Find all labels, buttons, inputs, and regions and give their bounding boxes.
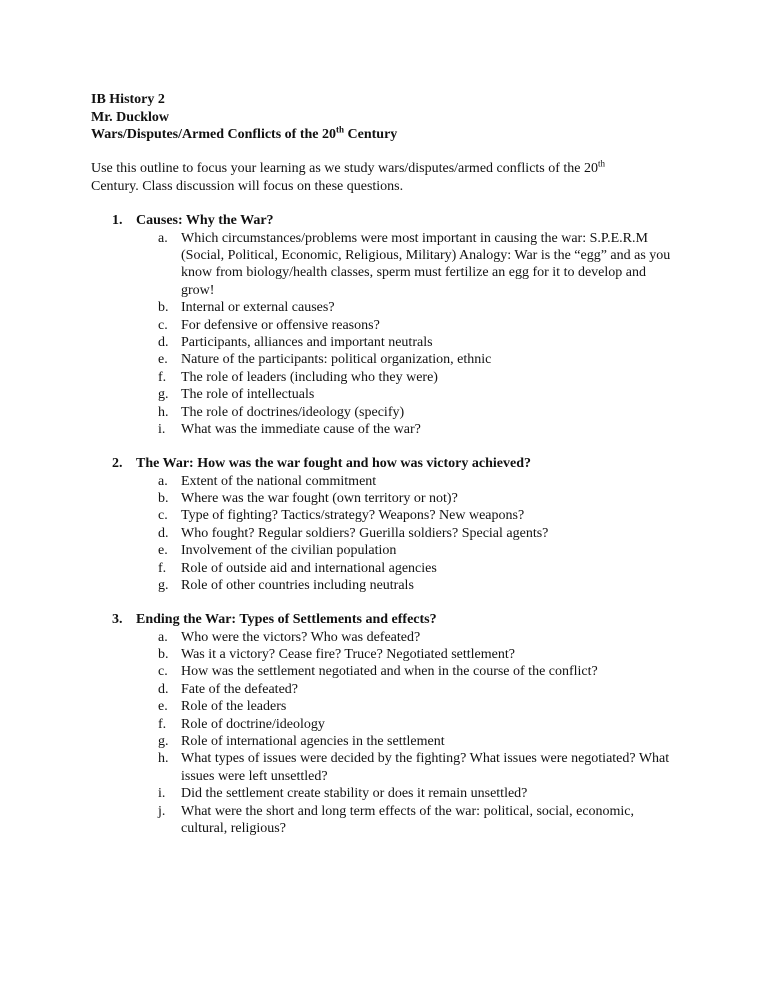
list-item — [0, 663, 768, 680]
list-item-letter: c. — [158, 664, 168, 680]
list-item-text: Who fought? Regular soldiers? Guerilla soldiers? Special agents? — [181, 525, 549, 541]
list-item-letter: e. — [158, 543, 168, 559]
list-item — [0, 386, 768, 403]
list-item-text: The role of leaders (including who they were) — [181, 369, 438, 385]
list-item-text: What types of issues were decided by the fighting? What issues were negotiated? What issues were left unsettled? — [181, 751, 670, 784]
list-item-letter: f. — [158, 560, 167, 576]
list-item-text: The role of intellectuals — [181, 387, 315, 403]
section-number: 3. — [112, 612, 123, 627]
list-item-text: Did the settlement create stability or does it remain unsettled? — [181, 786, 528, 802]
list-item-letter: d. — [158, 681, 169, 697]
list-item — [0, 646, 768, 663]
list-item-text: Role of international agencies in the settlement — [181, 733, 445, 749]
section-items — [0, 230, 768, 439]
list-item-text: What were the short and long term effects of the war: political, social, economic, cultural, religious? — [181, 803, 635, 836]
section-items — [0, 473, 768, 595]
intro-suffix: Century. Class discussion will focus on these questions. — [91, 178, 404, 194]
section-title: Causes: Why the War? — [136, 213, 274, 228]
list-item — [0, 803, 768, 838]
list-item — [0, 629, 768, 646]
list-item-text: For defensive or offensive reasons? — [181, 317, 380, 333]
list-item — [0, 334, 768, 351]
list-item-letter: e. — [158, 699, 168, 715]
list-item-letter: i. — [158, 786, 166, 802]
section-title: Ending the War: Types of Settlements and effects? — [136, 612, 437, 627]
list-item-letter: g. — [158, 387, 169, 403]
list-item-letter: c. — [158, 317, 168, 333]
list-item-letter: g. — [158, 733, 169, 749]
intro-text: Use this outline to focus your learning as we study wars/disputes/armed conflicts of the 20 — [91, 161, 599, 176]
list-item-text: Participants, alliances and important neutrals — [181, 334, 433, 350]
list-item-letter: f. — [158, 369, 167, 385]
list-item-text: Extent of the national commitment — [181, 473, 377, 489]
list-item-letter: j. — [158, 803, 166, 819]
list-item-letter: a. — [158, 629, 168, 645]
section-number: 1. — [112, 213, 123, 228]
list-item-letter: g. — [158, 577, 169, 593]
section-number: 2. — [112, 456, 123, 471]
list-item — [0, 785, 768, 802]
list-item-letter: d. — [158, 525, 169, 541]
list-item-text: Role of other countries including neutrals — [181, 577, 414, 593]
list-item-letter: b. — [158, 490, 169, 506]
list-item — [0, 351, 768, 368]
list-item — [0, 404, 768, 421]
document-header — [91, 91, 397, 144]
list-item-letter: h. — [158, 404, 169, 420]
list-item-text: Where was the war fought (own territory or not)? — [181, 490, 458, 506]
list-item — [0, 577, 768, 594]
list-item-letter: c. — [158, 508, 168, 524]
document-title-text: Wars/Disputes/Armed Conflicts of the 20 — [91, 127, 336, 142]
list-item-letter: h. — [158, 751, 169, 767]
list-item-text: Fate of the defeated? — [181, 681, 298, 697]
list-item-text: The role of doctrines/ideology (specify) — [181, 404, 405, 420]
list-item-letter: i. — [158, 421, 166, 437]
list-item-letter: e. — [158, 352, 168, 368]
teacher-name: Mr. Ducklow — [91, 109, 170, 125]
list-item — [0, 507, 768, 524]
list-item-text: Internal or external causes? — [181, 300, 335, 316]
list-item — [0, 299, 768, 316]
intro-paragraph — [91, 160, 651, 195]
list-item — [0, 750, 768, 785]
list-item — [0, 369, 768, 386]
list-item-text: Was it a victory? Cease fire? Truce? Negotiated settlement? — [181, 646, 515, 662]
list-item-text: Who were the victors? Who was defeated? — [181, 629, 421, 645]
intro-superscript: th — [598, 158, 606, 169]
list-item — [0, 698, 768, 715]
list-item-text: Role of doctrine/ideology — [181, 716, 325, 732]
list-item-letter: a. — [158, 473, 168, 489]
document-title — [91, 126, 397, 144]
section-items — [0, 629, 768, 838]
list-item-letter: d. — [158, 334, 169, 350]
list-item — [0, 473, 768, 490]
list-item — [0, 421, 768, 438]
list-item-letter: f. — [158, 716, 167, 732]
list-item — [0, 716, 768, 733]
list-item-letter: b. — [158, 300, 169, 316]
list-item — [0, 317, 768, 334]
list-item-text: Role of the leaders — [181, 699, 287, 715]
list-item — [0, 560, 768, 577]
list-item-text: What was the immediate cause of the war? — [181, 421, 421, 437]
list-item — [0, 681, 768, 698]
list-item — [0, 230, 768, 300]
course-title: IB History 2 — [91, 92, 165, 107]
list-item — [0, 733, 768, 750]
list-item-text: Nature of the participants: political organization, ethnic — [181, 352, 492, 368]
section-title: The War: How was the war fought and how was victory achieved? — [136, 456, 531, 471]
list-item-text: How was the settlement negotiated and when in the course of the conflict? — [181, 664, 598, 680]
list-item — [0, 490, 768, 507]
list-item-text: Role of outside aid and international agencies — [181, 560, 437, 576]
list-item-text: Involvement of the civilian population — [181, 543, 397, 559]
list-item — [0, 542, 768, 559]
list-item-letter: a. — [158, 230, 168, 246]
list-item-text: Type of fighting? Tactics/strategy? Weapons? New weapons? — [181, 508, 525, 524]
document-title-suffix: Century — [344, 127, 398, 142]
list-item-text: Which circumstances/problems were most important in causing the war: S.P.E.R.M (Social, Political, Economic, Religious, Military) Analogy: War is the “egg” and as you know from biology/health classes, sperm must fertilize an egg for it to develop and grow! — [181, 230, 671, 298]
list-item-letter: b. — [158, 646, 169, 662]
document-title-superscript: th — [336, 124, 345, 135]
list-item — [0, 525, 768, 542]
